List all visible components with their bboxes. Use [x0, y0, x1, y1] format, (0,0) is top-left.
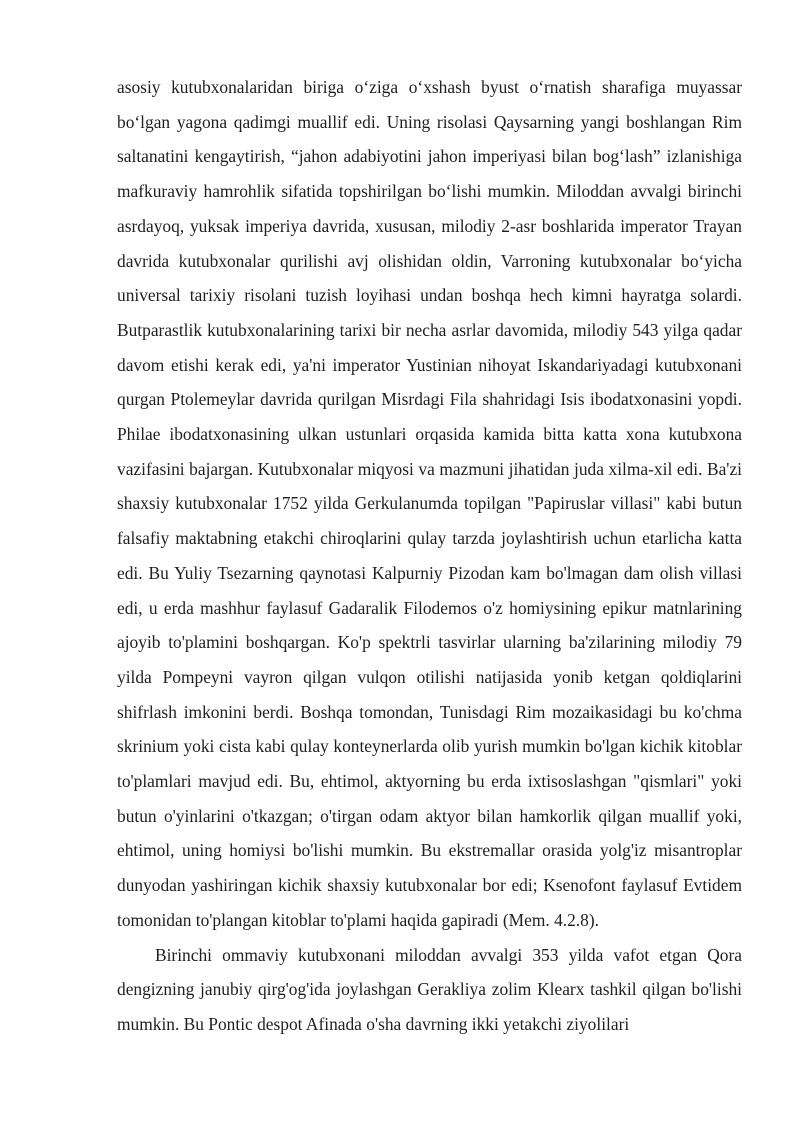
body-paragraph: Birinchi ommaviy kutubxonani miloddan avvalgi 353 yilda vafot etgan Qora dengizning janubiy qirg'og'ida joylashgan Gerakliya zolim Klearx tashkil qilgan bo'lishi mumkin. Bu Pontic despot Afinada o'sha davrning ikki yetakchi ziyolilari	[117, 944, 742, 1034]
body-paragraph: asosiy kutubxonalaridan biriga o‘ziga o‘xshash byust o‘rnatish sharafiga muyassar bo‘lgan yagona qadimgi muallif edi. Uning risolasi Qaysarning yangi boshlangan Rim saltanatini kengaytirish, “jahon adabiyotini jahon imperiyasi bilan bog‘lash” izlanishiga mafkuraviy hamrohlik sifatida topshirilgan bo‘lishi mumkin. Miloddan avvalgi birinchi asrdayoq, yuksak imperiya davrida, xususan, milodiy 2-asr boshlarida imperator Trayan davrida kutubxonalar qurilishi avj olishidan oldin, Varroning kutubxonalar bo‘yicha universal tarixiy risolani tuzish loyihasi undan boshqa hech kimni hayratga solardi. Butparastlik kutubxonalarining tarixi bir necha asrlar davomida, milodiy 543 yilga qadar davom etishi kerak edi, ya'ni imperator Yustinian nihoyat Iskandariyadagi kutubxonani qurgan Ptolemeylar davrida qurilgan Misrdagi Fila shahridagi Isis ibodatxonasini yopdi. Philae ibodatxonasining ulkan ustunlari orqasida kamida bitta katta xona kutubxona vazifasini bajargan. Kutubxonalar miqyosi va mazmuni jihatidan juda xilma-xil edi. Ba'zi shaxsiy kutubxonalar 1752 yilda Gerkulanumda topilgan "Papiruslar villasi" kabi butun falsafiy maktabning etakchi chiroqlarini qulay tarzda joylashtirish uchun etarlicha katta edi. Bu Yuliy Tsezarning qaynotasi Kalpurniy Pizodan kam bo'lmagan dam olish villasi edi, u erda mashhur faylasuf Gadaralik Filodemos o'z homiysining epikur matnlarining ajoyib to'plamini boshqargan. Ko'p spektrli tasvirlar ularning ba'zilarining milodiy 79 yilda Pompeyni vayron qilgan vulqon otilishi natijasida yonib ketgan qoldiqlarini shifrlash imkonini berdi. Boshqa tomondan, Tunisdagi Rim mozaikasidagi bu ko'chma skrinium yoki cista kabi qulay konteynerlarda olib yurish mumkin bo'lgan kichik kitoblar to'plamlari mavjud edi. Bu, ehtimol, aktyorning bu erda ixtisoslashgan "qismlari" yoki butun o'yinlarini o'tkazgan; o'tirgan odam aktyor bilan hamkorlik qilgan muallif yoki, ehtimol, uning homiysi bo'lishi mumkin. Bu ekstremallar orasida yolg'iz misantroplar dunyodan yashiringan kichik shaxsiy kutubxonalar bor edi; Ksenofont faylasuf Evtidem tomonidan to'plangan kitoblar to'plami haqida gapiradi (Mem. 4.2.8).	[117, 77, 742, 930]
document-page	[117, 70, 742, 1042]
